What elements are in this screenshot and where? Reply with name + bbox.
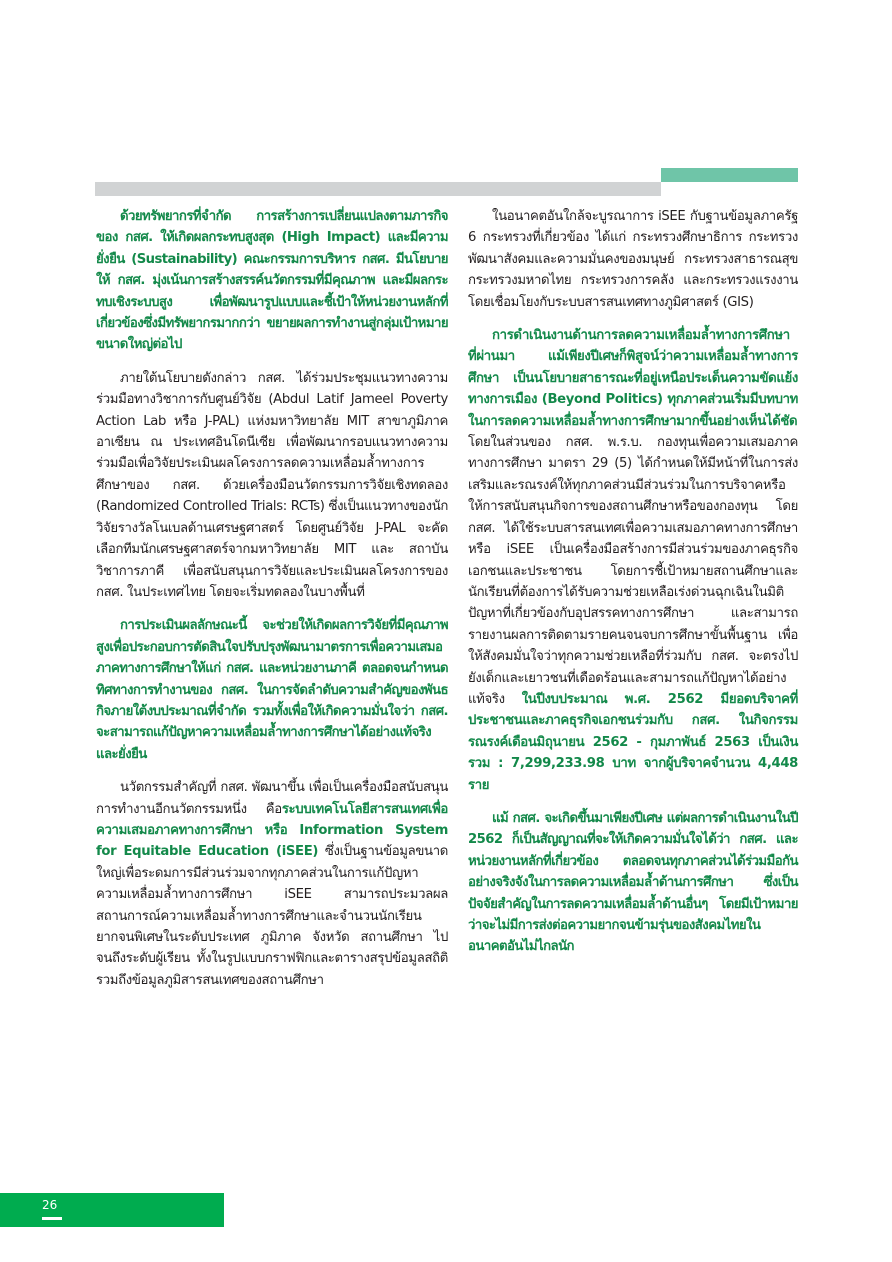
page-number-underline <box>42 1217 62 1220</box>
operations-paragraph <box>452 325 798 796</box>
operations-body-text: โดยในส่วนของ กสศ. พ.ร.บ. กองทุนเพื่อความเสมอภาคทางการศึกษา มาตรา 29 (5) ได้กำหนดให้มีหน้าที่ในการส่งเสริมและรณรงค์ให้ทุกภาคส่วนมีส่วนร่วมในการบริจาคหรือให้การสนับสนุนกิจการของสถานศึกษาหรือของกองทุน โดย กสศ. ได้ใช้ระบบสารสนเทศเพื่อความเสมอภาคทางการศึกษาหรือ iSEE เป็นเครื่องมือสร้างการมีส่วนร่วมของภาคธุรกิจเอกชนและประชาชน โดยการชี้เป้าหมายสถานศึกษาและนักเรียนที่ต้องการได้รับความช่วยเหลือเร่งด่วนฉุกเฉินในมิติปัญหาที่เกี่ยวข้องกับอุปสรรคทางการศึกษา และสามารถรายงานผลการติดตามรายคนจนจบการศึกษาขั้นพื้นฐาน เพื่อให้สังคมมั่นใจว่าทุกความช่วยเหลือที่ร่วมกับ กสศ. จะตรงไปยังเด็กและเยาวชนที่เดือดร้อนและสามารถแก้ปัญหาได้อย่างแท้จริง <box>468 435 798 707</box>
header-teal-bar <box>661 168 798 182</box>
intro-paragraph: ด้วยทรัพยากรที่จำกัด การสร้างการเปลี่ยนแปลงตามภารกิจของ กสศ. ให้เกิดผลกระทบสูงสุด (High Impact) และมีความยั่งยืน (Sustainability) คณะกรรมการบริหาร กสศ. มีนโยบายให้ กสศ. มุ่งเน้นการสร้างสรรค์นวัตกรรมที่มีคุณภาพ และมีผลกระทบเชิงระบบสูง เพื่อพัฒนารูปแบบและชี้เป้าให้หน่วยงานหลักที่เกี่ยวข้องซึ่งมีทรัพยากรมากกว่า ขยายผลการทำงานสู่กลุ่มเป้าหมายขนาดใหญ่ต่อไป <box>96 209 448 353</box>
isee-intro-text: นวัตกรรมสำคัญที่ กสศ. พัฒนาขึ้น เพื่อเป็นเครื่องมือสนับสนุนการทำงานอีกนวัตกรรมหนึ่ง คือ <box>96 780 448 817</box>
isee-highlight-text: ระบบเทคโนโลยีสารสนเทศเพื่อความเสมอภาคทางการศึกษา หรือ Information System for Equitable Education (iSEE) <box>96 801 448 860</box>
conclusion-paragraph: แม้ กสศ. จะเกิดขึ้นมาเพียงปีเศษ แต่ผลการดำเนินงานในปี 2562 ก็เป็นสัญญาณที่จะให้เกิดความมั่นใจได้ว่า กสศ. และหน่วยงานหลักที่เกี่ยวข้อง ตลอดจนทุกภาคส่วนได้ร่วมมือกันอย่างจริงจังในการลดความเหลื่อมล้ำด้านการศึกษา ซึ่งเป็นปัจจัยสำคัญในการลดความเหลื่อมล้ำด้านอื่นๆ โดยมีเป้าหมายว่าจะไม่มีการส่งต่อความยากจนข้ามรุ่นของสังคมไทยในอนาคตอันไม่ไกลนัก <box>468 810 798 955</box>
page-number: 26 <box>42 1198 58 1212</box>
left-column <box>96 206 448 1003</box>
right-column <box>452 206 798 970</box>
footer-bar <box>0 1193 224 1227</box>
integration-paragraph: ในอนาคตอันใกล้จะบูรณาการ iSEE กับฐานข้อมูลภาครัฐ 6 กระทรวงที่เกี่ยวข้อง ได้แก่ กระทรวงศึกษาธิการ กระทรวงพัฒนาสังคมและความมั่นคงของมนุษย์ กระทรวงสาธารณสุข กระทรวงมหาดไทย กระทรวงการคลัง และกระทรวงแรงงาน โดยเชื่อมโยงกับระบบสารสนเทศทางภูมิศาสตร์ (GIS) <box>468 209 798 310</box>
header-gray-bar <box>95 182 661 196</box>
isee-paragraph <box>96 777 448 991</box>
evaluation-paragraph: การประเมินผลลักษณะนี้ จะช่วยให้เกิดผลการวิจัยที่มีคุณภาพสูงเพื่อประกอบการตัดสินใจปรับปรุงพัฒนามาตรการเพื่อความเสมอภาคทางการศึกษาให้แก่ กสศ. และหน่วยงานภาคี ตลอดจนกำหนดทิศทางการทำงานของ กสศ. ในการจัดลำดับความสำคัญของพันธกิจภายใต้งบประมาณที่จำกัด รวมทั้งเพื่อให้เกิดความมั่นใจว่า กสศ. จะสามารถแก้ปัญหาความเหลื่อมล้ำทางการศึกษาได้อย่างแท้จริงและยั่งยืน <box>96 618 448 762</box>
isee-description-text: ซึ่งเป็นฐานข้อมูลขนาดใหญ่เพื่อระดมการมีส่วนร่วมจากทุกภาคส่วนในการแก้ปัญหาความเหลื่อมล้ำทางการศึกษา iSEE สามารถประมวลผลสถานการณ์ความเหลื่อมล้ำทางการศึกษาและจำนวนนักเรียนยากจนพิเศษในระดับประเทศ ภูมิภาค จังหวัด สถานศึกษา ไปจนถึงระดับผู้เรียน ทั้งในรูปแบบกราฟฟิกและตารางสรุปข้อมูลสถิติ รวมถึงข้อมูลภูมิสารสนเทศของสถานศึกษา <box>96 844 448 988</box>
donation-highlight-text: ในปีงบประมาณ พ.ศ. 2562 มียอดบริจาคที่ประชาชนและภาคธุรกิจเอกชนร่วมกับ กสศ. ในกิจกรรมรณรงค์เดือนมิถุนายน 2562 - กุมภาพันธ์ 2563 เป็นเงินรวม : 7,299,233.98 บาท จากผู้บริจาคจำนวน 4,448 ราย <box>468 691 798 793</box>
operations-highlight-text: การดำเนินงานด้านการลดความเหลื่อมล้ำทางการศึกษาที่ผ่านมา แม้เพียงปีเศษก็พิสูจน์ว่าความเหลื่อมล้ำทางการศึกษา เป็นนโยบายสาธารณะที่อยู่เหนือประเด็นความขัดแย้งทางการเมือง (Beyond Politics) ทุกภาคส่วนเริ่มมีบทบาทในการลดความเหลื่อมล้ำทางการศึกษามากขึ้นอย่างเห็นได้ชัด <box>468 328 798 429</box>
jpal-paragraph: ภายใต้นโยบายดังกล่าว กสศ. ได้ร่วมประชุมแนวทางความร่วมมือทางวิชาการกับศูนย์วิจัย (Abdul Latif Jameel Poverty Action Lab หรือ J-PAL) แห่งมหาวิทยาลัย MIT สาขาภูมิภาคอาเซียน ณ ประเทศอินโดนีเซีย เพื่อพัฒนากรอบแนวทางความร่วมมือเพื่อวิจัยประเมินผลโครงการลดความเหลื่อมล้ำทางการศึกษาของ กสศ. ด้วยเครื่องมือนวัตกรรมการวิจัยเชิงทดลอง (Randomized Controlled Trials: RCTs) ซึ่งเป็นแนวทางของนักวิจัยรางวัลโนเบลด้านเศรษฐศาสตร์ โดยศูนย์วิจัย J-PAL จะคัดเลือกทีมนักเศรษฐศาสตร์จากมหาวิทยาลัย MIT และ สถาบันวิชาการภาคี เพื่อสนับสนุนการวิจัยและประเมินผลโครงการของ กสศ. ในประเทศไทย โดยจะเริ่มทดลองในบางพื้นที่ <box>96 370 448 600</box>
